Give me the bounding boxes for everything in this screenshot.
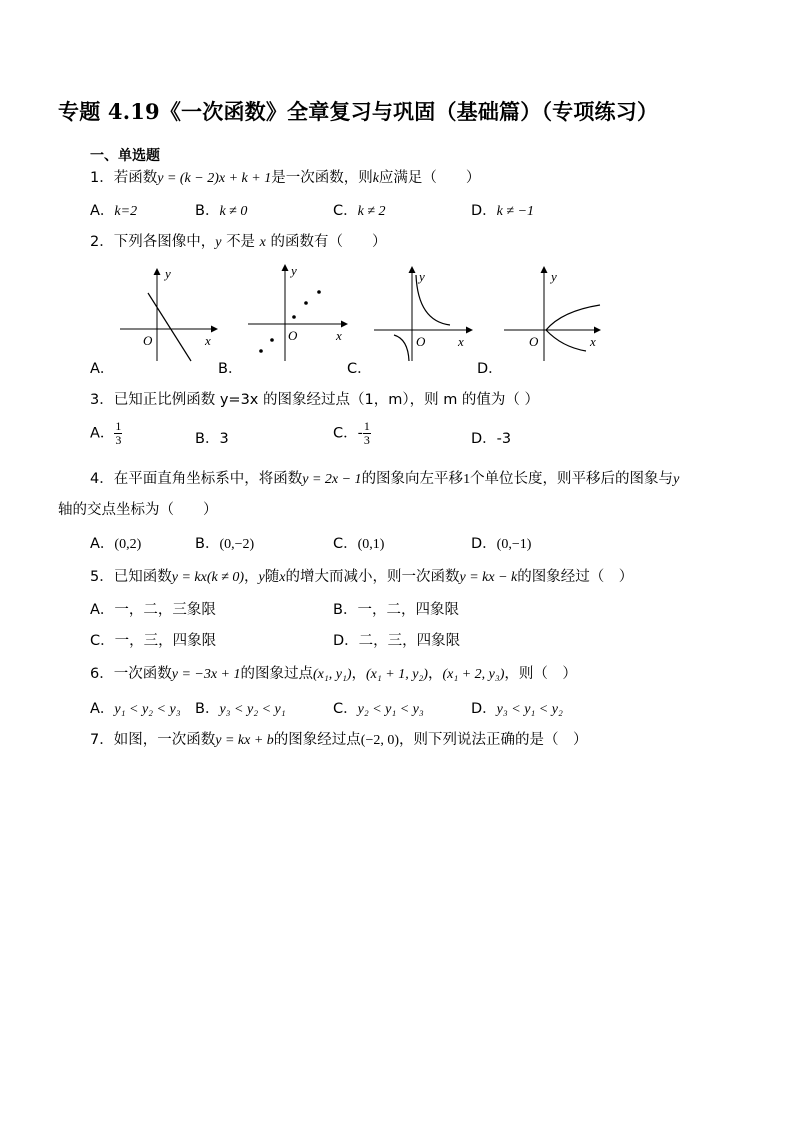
svg-text:O: O bbox=[529, 334, 539, 349]
q4-option-c[interactable]: C．(0,1) bbox=[333, 536, 385, 552]
q6-option-a[interactable]: A．y₁ < y₂ < y₃ bbox=[90, 701, 181, 717]
svg-text:y: y bbox=[419, 269, 425, 284]
q5-option-b[interactable]: B．一，二，四象限 bbox=[333, 602, 459, 618]
point bbox=[317, 290, 321, 294]
q3-option-c[interactable]: C．- $\frac{1}{3}$ bbox=[333, 419, 370, 447]
svg-text:x: x bbox=[458, 334, 464, 349]
q6-option-b[interactable]: B．y₃ < y₂ < y₁ bbox=[195, 701, 286, 717]
svg-text:O: O bbox=[416, 334, 426, 349]
q6-option-c[interactable]: C．y₂ < y₁ < y₃ bbox=[333, 701, 424, 717]
question-5: 5．已知函数y = kx(k ≠ 0)，y随x的增大而减小，则一次函数y = kx − k的图象经过（ ） bbox=[90, 569, 634, 585]
q2-option-c[interactable]: C． bbox=[347, 361, 372, 377]
q5-option-a[interactable]: A．一，二，三象限 bbox=[90, 602, 216, 618]
question-4: 4．在平面直角坐标系中，将函数y = 2x − 1的图象向左平移1个单位长度，则平移后的图象与y bbox=[90, 471, 680, 487]
line-graph bbox=[148, 293, 191, 361]
question-3: 3．已知正比例函数 y=3x 的图象经过点（1，m），则 m 的值为（ ） bbox=[90, 392, 540, 408]
svg-text:O: O bbox=[288, 328, 298, 343]
x-label: x bbox=[205, 333, 211, 348]
page-title: 专题 4.19《一次函数》全章复习与巩固（基础篇）（专项练习） bbox=[58, 99, 659, 124]
graph-c bbox=[372, 263, 482, 363]
q4-option-a[interactable]: A．(0,2) bbox=[90, 536, 142, 552]
svg-text:x: x bbox=[336, 328, 342, 343]
origin-label: O bbox=[143, 333, 153, 348]
hyperbola-branch bbox=[394, 335, 409, 361]
section-heading: 一、单选题 bbox=[90, 148, 160, 164]
graph-d bbox=[502, 263, 612, 363]
q1-option-c[interactable]: C．k ≠ 2 bbox=[333, 203, 386, 219]
q2-option-b[interactable]: B． bbox=[218, 361, 243, 377]
point bbox=[270, 338, 274, 342]
q5-option-d[interactable]: D．二，三，四象限 bbox=[333, 633, 461, 649]
graph-b bbox=[243, 263, 353, 363]
question-7: 7．如图，一次函数y = kx + b的图象经过点(−2, 0)，则下列说法正确的是（ ） bbox=[90, 732, 588, 748]
point bbox=[304, 301, 308, 305]
question-6: 6．一次函数y = −3x + 1的图象过点(x₁, y₁)，(x₁ + 1, y₂)，(x₁ + 2, y₃)，则（ ） bbox=[90, 666, 577, 682]
graph-a bbox=[115, 263, 225, 363]
svg-text:y: y bbox=[291, 263, 297, 278]
svg-text:x: x bbox=[590, 334, 596, 349]
q2-option-a[interactable]: A． bbox=[90, 361, 115, 377]
q1-formula: y = (k − 2)x + k + 1 bbox=[157, 171, 272, 186]
q4-option-d[interactable]: D．(0,−1) bbox=[471, 536, 532, 552]
q3-option-b[interactable]: B．3 bbox=[195, 431, 229, 447]
q1-option-a[interactable]: A．k=2 bbox=[90, 203, 138, 219]
question-2: 2．下列各图像中，y 不是 x 的函数有（ ） bbox=[90, 234, 387, 250]
svg-text:y: y bbox=[551, 269, 557, 284]
point bbox=[259, 349, 263, 353]
question-4-line-2: 轴的交点坐标为（ ） bbox=[58, 502, 218, 518]
y-label: y bbox=[165, 266, 171, 281]
point bbox=[292, 315, 296, 319]
q1-option-d[interactable]: D．k ≠ −1 bbox=[471, 203, 535, 219]
q5-option-c[interactable]: C．一，三，四象限 bbox=[90, 633, 217, 649]
q3-option-a[interactable]: A． $\frac{1}{3}$ bbox=[90, 419, 122, 447]
q6-option-d[interactable]: D．y₃ < y₁ < y₂ bbox=[471, 701, 563, 717]
q3-option-d[interactable]: D．-3 bbox=[471, 431, 512, 447]
q1-option-b[interactable]: B．k ≠ 0 bbox=[195, 203, 248, 219]
question-1: 1．若函数y = (k − 2)x + k + 1是一次函数，则k应满足（ ） bbox=[90, 170, 481, 186]
q2-option-d[interactable]: D． bbox=[477, 361, 503, 377]
q4-option-b[interactable]: B．(0,−2) bbox=[195, 536, 255, 552]
